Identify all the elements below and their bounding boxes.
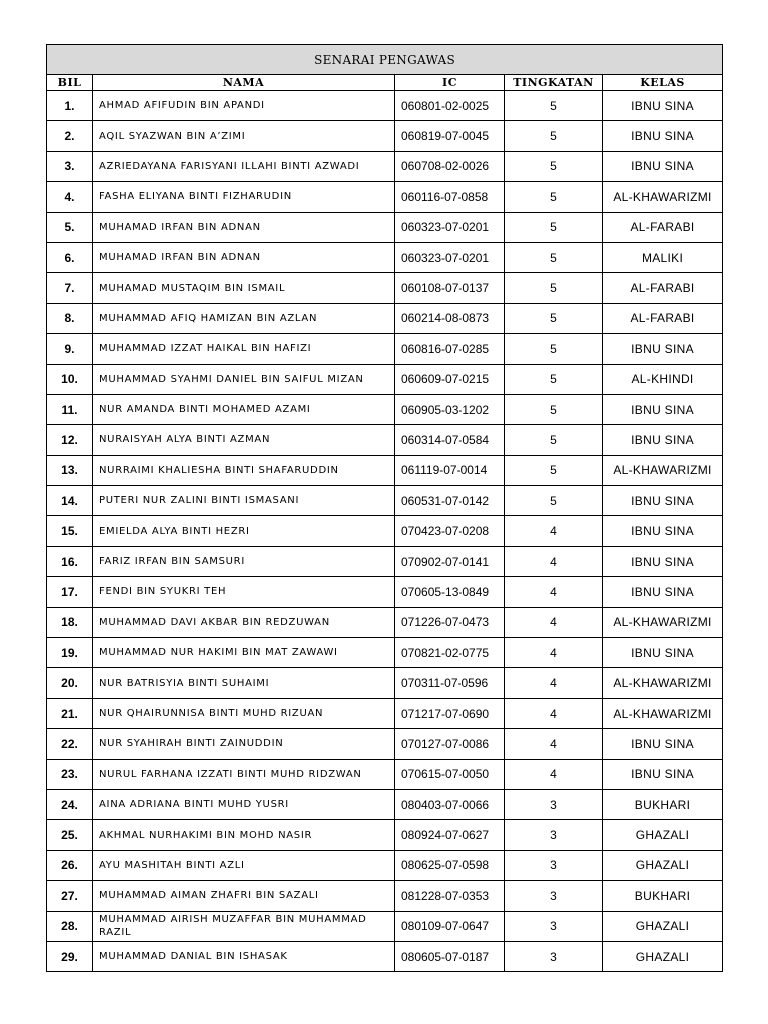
cell-tingkatan: 3 <box>505 941 603 971</box>
table-row <box>47 820 723 850</box>
cell-kelas: IBNU SINA <box>603 334 723 364</box>
cell-tingkatan: 5 <box>505 242 603 272</box>
cell-tingkatan: 4 <box>505 516 603 546</box>
cell-nama: NURAISYAH ALYA BINTI AZMAN <box>93 425 395 455</box>
prefect-list-table <box>46 44 723 972</box>
cell-ic: 060905-03-1202 <box>395 394 505 424</box>
cell-bil: 22. <box>47 729 93 759</box>
cell-kelas: IBNU SINA <box>603 91 723 121</box>
cell-kelas: IBNU SINA <box>603 121 723 151</box>
cell-tingkatan: 5 <box>505 121 603 151</box>
table-row <box>47 546 723 576</box>
cell-ic: 060314-07-0584 <box>395 425 505 455</box>
cell-bil: 9. <box>47 334 93 364</box>
table-body <box>47 91 723 972</box>
cell-ic: 060609-07-0215 <box>395 364 505 394</box>
cell-ic: 070127-07-0086 <box>395 729 505 759</box>
cell-nama: MUHAMMAD AIMAN ZHAFRI BIN SAZALI <box>93 881 395 911</box>
cell-kelas: GHAZALI <box>603 911 723 941</box>
table-row <box>47 303 723 333</box>
cell-bil: 24. <box>47 789 93 819</box>
cell-kelas: IBNU SINA <box>603 516 723 546</box>
cell-kelas: IBNU SINA <box>603 759 723 789</box>
cell-nama: MUHAMMAD AFIQ HAMIZAN BIN AZLAN <box>93 303 395 333</box>
table-row <box>47 91 723 121</box>
cell-nama: AQIL SYAZWAN BIN A’ZIMI <box>93 121 395 151</box>
cell-tingkatan: 4 <box>505 577 603 607</box>
cell-ic: 080403-07-0066 <box>395 789 505 819</box>
cell-nama: NUR AMANDA BINTI MOHAMED AZAMI <box>93 394 395 424</box>
cell-tingkatan: 5 <box>505 303 603 333</box>
cell-bil: 1. <box>47 91 93 121</box>
cell-kelas: GHAZALI <box>603 941 723 971</box>
cell-ic: 070902-07-0141 <box>395 546 505 576</box>
cell-kelas: GHAZALI <box>603 820 723 850</box>
cell-ic: 080605-07-0187 <box>395 941 505 971</box>
document-title: SENARAI PENGAWAS <box>47 45 723 75</box>
cell-tingkatan: 3 <box>505 820 603 850</box>
table-row <box>47 182 723 212</box>
cell-tingkatan: 5 <box>505 455 603 485</box>
cell-kelas: IBNU SINA <box>603 394 723 424</box>
cell-bil: 17. <box>47 577 93 607</box>
cell-kelas: MALIKI <box>603 242 723 272</box>
cell-bil: 7. <box>47 273 93 303</box>
cell-tingkatan: 4 <box>505 607 603 637</box>
cell-ic: 060108-07-0137 <box>395 273 505 303</box>
cell-nama: MUHAMAD IRFAN BIN ADNAN <box>93 242 395 272</box>
cell-bil: 26. <box>47 850 93 880</box>
cell-tingkatan: 5 <box>505 273 603 303</box>
cell-ic: 060801-02-0025 <box>395 91 505 121</box>
cell-nama: PUTERI NUR ZALINI BINTI ISMASANI <box>93 486 395 516</box>
cell-ic: 070605-13-0849 <box>395 577 505 607</box>
table-row <box>47 759 723 789</box>
cell-nama: AYU MASHITAH BINTI AZLI <box>93 850 395 880</box>
cell-bil: 10. <box>47 364 93 394</box>
table-row <box>47 941 723 971</box>
cell-kelas: AL-KHAWARIZMI <box>603 698 723 728</box>
cell-bil: 11. <box>47 394 93 424</box>
cell-kelas: BUKHARI <box>603 881 723 911</box>
cell-nama: AINA ADRIANA BINTI MUHD YUSRI <box>93 789 395 819</box>
cell-nama: AHMAD AFIFUDIN BIN APANDI <box>93 91 395 121</box>
cell-kelas: IBNU SINA <box>603 638 723 668</box>
cell-bil: 21. <box>47 698 93 728</box>
cell-ic: 060819-07-0045 <box>395 121 505 151</box>
header-kelas: KELAS <box>603 75 723 91</box>
cell-ic: 070311-07-0596 <box>395 668 505 698</box>
table-row <box>47 516 723 546</box>
cell-bil: 28. <box>47 911 93 941</box>
table-row <box>47 364 723 394</box>
cell-kelas: GHAZALI <box>603 850 723 880</box>
cell-ic: 060816-07-0285 <box>395 334 505 364</box>
table-row <box>47 486 723 516</box>
table-row <box>47 394 723 424</box>
cell-ic: 070615-07-0050 <box>395 759 505 789</box>
cell-ic: 071226-07-0473 <box>395 607 505 637</box>
table-row <box>47 242 723 272</box>
cell-tingkatan: 5 <box>505 212 603 242</box>
cell-tingkatan: 3 <box>505 789 603 819</box>
cell-nama: NURRAIMI KHALIESHA BINTI SHAFARUDDIN <box>93 455 395 485</box>
cell-kelas: AL-FARABI <box>603 273 723 303</box>
cell-nama: FENDI BIN SYUKRI TEH <box>93 577 395 607</box>
cell-ic: 080109-07-0647 <box>395 911 505 941</box>
table-row <box>47 455 723 485</box>
cell-bil: 29. <box>47 941 93 971</box>
cell-nama: MUHAMMAD SYAHMI DANIEL BIN SAIFUL MIZAN <box>93 364 395 394</box>
cell-nama: MUHAMMAD NUR HAKIMI BIN MAT ZAWAWI <box>93 638 395 668</box>
cell-bil: 6. <box>47 242 93 272</box>
cell-kelas: AL-KHINDI <box>603 364 723 394</box>
table-row <box>47 911 723 941</box>
cell-ic: 080924-07-0627 <box>395 820 505 850</box>
table-row <box>47 668 723 698</box>
cell-kelas: AL-KHAWARIZMI <box>603 668 723 698</box>
cell-nama: FASHA ELIYANA BINTI FIZHARUDIN <box>93 182 395 212</box>
cell-kelas: AL-KHAWARIZMI <box>603 182 723 212</box>
cell-bil: 27. <box>47 881 93 911</box>
cell-tingkatan: 4 <box>505 759 603 789</box>
cell-tingkatan: 3 <box>505 850 603 880</box>
cell-kelas: IBNU SINA <box>603 425 723 455</box>
cell-nama: EMIELDA ALYA BINTI HEZRI <box>93 516 395 546</box>
cell-tingkatan: 4 <box>505 698 603 728</box>
cell-ic: 070821-02-0775 <box>395 638 505 668</box>
cell-tingkatan: 5 <box>505 425 603 455</box>
cell-kelas: AL-FARABI <box>603 303 723 333</box>
cell-ic: 060214-08-0873 <box>395 303 505 333</box>
cell-nama: NUR QHAIRUNNISA BINTI MUHD RIZUAN <box>93 698 395 728</box>
cell-tingkatan: 5 <box>505 91 603 121</box>
cell-ic: 070423-07-0208 <box>395 516 505 546</box>
cell-nama: MUHAMMAD DANIAL BIN ISHASAK <box>93 941 395 971</box>
cell-nama: NUR SYAHIRAH BINTI ZAINUDDIN <box>93 729 395 759</box>
table-row <box>47 151 723 181</box>
cell-bil: 15. <box>47 516 93 546</box>
cell-nama: MUHAMMAD DAVI AKBAR BIN REDZUWAN <box>93 607 395 637</box>
cell-ic: 060531-07-0142 <box>395 486 505 516</box>
cell-bil: 20. <box>47 668 93 698</box>
cell-tingkatan: 5 <box>505 182 603 212</box>
cell-nama: MUHAMAD MUSTAQIM BIN ISMAIL <box>93 273 395 303</box>
table-row <box>47 577 723 607</box>
cell-nama: MUHAMMAD AIRISH MUZAFFAR BIN MUHAMMAD RAZIL <box>93 911 395 941</box>
cell-ic: 060323-07-0201 <box>395 242 505 272</box>
cell-bil: 25. <box>47 820 93 850</box>
cell-ic: 081228-07-0353 <box>395 881 505 911</box>
table-row <box>47 121 723 151</box>
cell-tingkatan: 5 <box>505 151 603 181</box>
table-row <box>47 607 723 637</box>
cell-tingkatan: 5 <box>505 334 603 364</box>
cell-bil: 19. <box>47 638 93 668</box>
cell-tingkatan: 4 <box>505 546 603 576</box>
table-row <box>47 789 723 819</box>
cell-kelas: IBNU SINA <box>603 486 723 516</box>
cell-tingkatan: 4 <box>505 729 603 759</box>
cell-nama: NURUL FARHANA IZZATI BINTI MUHD RIDZWAN <box>93 759 395 789</box>
cell-tingkatan: 4 <box>505 668 603 698</box>
header-tingkatan: TINGKATAN <box>505 75 603 91</box>
cell-ic: 060708-02-0026 <box>395 151 505 181</box>
title-row <box>47 45 723 75</box>
cell-bil: 8. <box>47 303 93 333</box>
cell-kelas: IBNU SINA <box>603 577 723 607</box>
table-row <box>47 698 723 728</box>
cell-nama: MUHAMMAD IZZAT HAIKAL BIN HAFIZI <box>93 334 395 364</box>
cell-kelas: BUKHARI <box>603 789 723 819</box>
cell-nama: MUHAMAD IRFAN BIN ADNAN <box>93 212 395 242</box>
cell-kelas: IBNU SINA <box>603 729 723 759</box>
table-row <box>47 425 723 455</box>
cell-bil: 3. <box>47 151 93 181</box>
cell-nama: AZRIEDAYANA FARISYANI ILLAHI BINTI AZWADI <box>93 151 395 181</box>
cell-ic: 060323-07-0201 <box>395 212 505 242</box>
cell-kelas: IBNU SINA <box>603 151 723 181</box>
cell-ic: 071217-07-0690 <box>395 698 505 728</box>
cell-nama: NUR BATRISYIA BINTI SUHAIMI <box>93 668 395 698</box>
cell-kelas: IBNU SINA <box>603 546 723 576</box>
cell-bil: 23. <box>47 759 93 789</box>
cell-tingkatan: 5 <box>505 486 603 516</box>
table-row <box>47 729 723 759</box>
cell-tingkatan: 3 <box>505 911 603 941</box>
cell-tingkatan: 5 <box>505 364 603 394</box>
cell-kelas: AL-KHAWARIZMI <box>603 607 723 637</box>
cell-bil: 12. <box>47 425 93 455</box>
header-row <box>47 75 723 91</box>
cell-tingkatan: 4 <box>505 638 603 668</box>
cell-nama: AKHMAL NURHAKIMI BIN MOHD NASIR <box>93 820 395 850</box>
cell-tingkatan: 3 <box>505 881 603 911</box>
document-sheet <box>46 44 722 972</box>
cell-kelas: AL-KHAWARIZMI <box>603 455 723 485</box>
table-row <box>47 850 723 880</box>
table-row <box>47 212 723 242</box>
cell-bil: 4. <box>47 182 93 212</box>
table-row <box>47 638 723 668</box>
cell-bil: 14. <box>47 486 93 516</box>
cell-tingkatan: 5 <box>505 394 603 424</box>
table-row <box>47 881 723 911</box>
cell-bil: 13. <box>47 455 93 485</box>
cell-ic: 061119-07-0014 <box>395 455 505 485</box>
table-row <box>47 273 723 303</box>
cell-bil: 18. <box>47 607 93 637</box>
header-nama: NAMA <box>93 75 395 91</box>
header-ic: IC <box>395 75 505 91</box>
header-bil: BIL <box>47 75 93 91</box>
cell-kelas: AL-FARABI <box>603 212 723 242</box>
cell-bil: 2. <box>47 121 93 151</box>
cell-bil: 16. <box>47 546 93 576</box>
cell-ic: 060116-07-0858 <box>395 182 505 212</box>
cell-nama: FARIZ IRFAN BIN SAMSURI <box>93 546 395 576</box>
cell-ic: 080625-07-0598 <box>395 850 505 880</box>
table-row <box>47 334 723 364</box>
cell-bil: 5. <box>47 212 93 242</box>
